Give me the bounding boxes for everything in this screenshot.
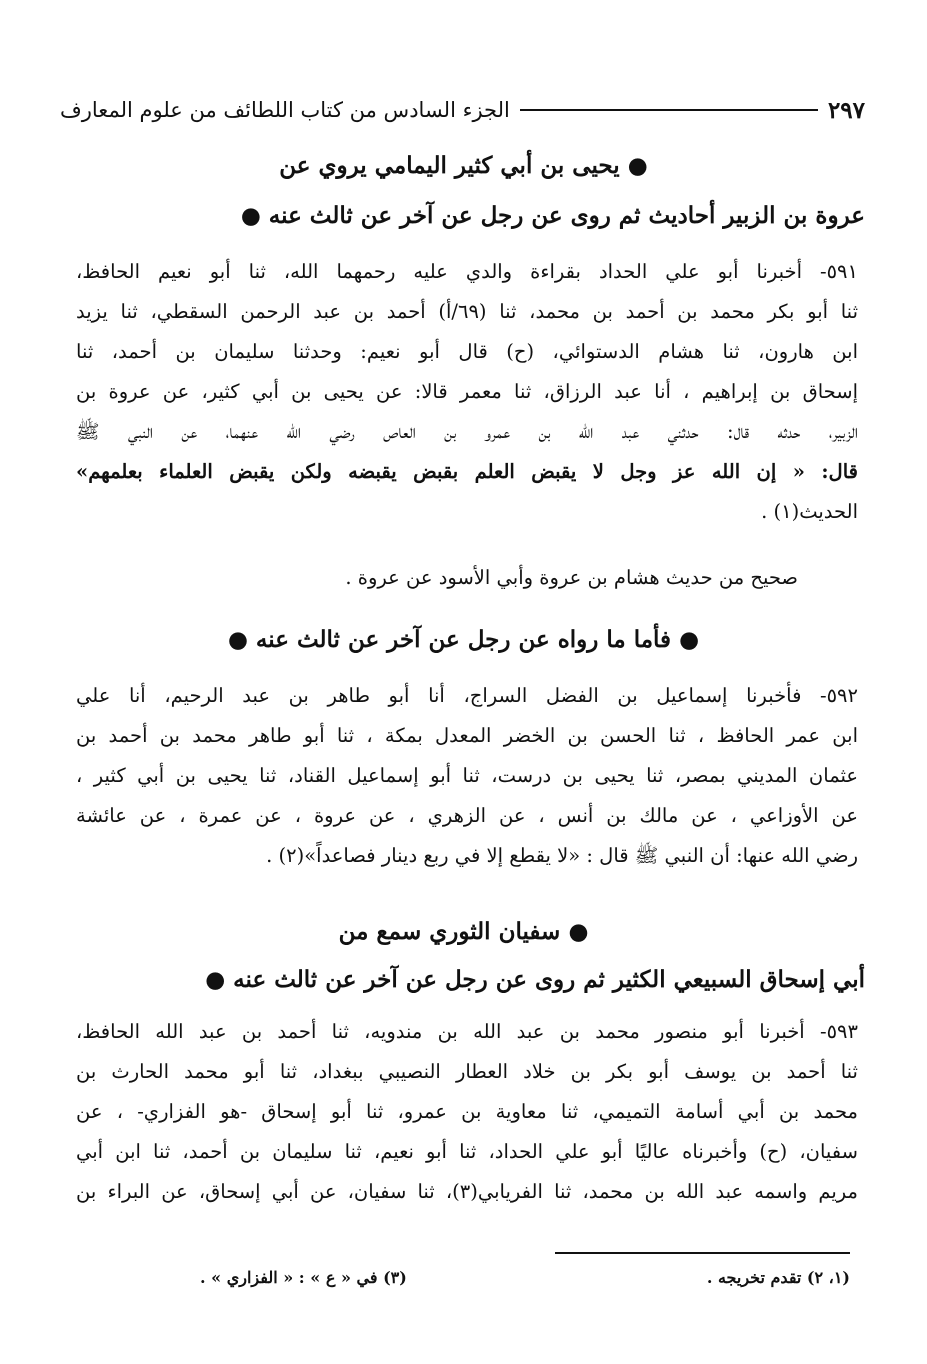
authenticity-note: صحيح من حديث هشام بن عروة وأبي الأسود عن عروة . — [345, 566, 798, 589]
hadith-591-line: ابن هارون، ثنا هشام الدستوائي، (ح) قال أبو نعيم: وحدثنا سليمان بن أحمد، ثنا — [76, 340, 858, 363]
hadith-591 — [76, 252, 858, 532]
hadith-593-line: مريم واسمه عبد الله بن محمد، ثنا الفريابي(٣)، ثنا سفيان، عن أبي إسحاق، عن البراء بن — [76, 1180, 858, 1203]
hadith-592-line: ابن عمر الحافظ ، ثنا الحسن بن الخضر المعدل بمكة ، ثنا أبو طاهر محمد بن أحمد بن — [76, 724, 858, 747]
hadith-591-line: قال: « إن الله عز وجل لا يقبض العلم بقبض يقبضه ولكن يقبض العلماء بعلمهم» — [76, 460, 858, 483]
running-title: الجزء السادس من كتاب اللطائف من علوم المعارف — [60, 98, 510, 122]
page-header — [60, 92, 865, 128]
footnote-rule — [555, 1252, 850, 1254]
hadith-593 — [76, 1012, 858, 1212]
hadith-592 — [76, 676, 858, 876]
hadith-591-line: إسحاق بن إبراهيم ، أنا عبد الرزاق، ثنا معمر قالا: عن يحيى بن أبي كثير، عن عروة بن — [76, 380, 858, 403]
footnotes — [200, 1268, 850, 1298]
hadith-593-line: ٥٩٣- أخبرنا أبو منصور محمد بن عبد الله بن مندويه، ثنا أحمد بن عبد الله الحافظ، — [76, 1020, 858, 1043]
hadith-593-line: سفيان، (ح) وأخبرناه عاليًا أبو علي الحداد، ثنا أبو نعيم، ثنا سليمان بن أحمد، ثنا ابن أبي — [76, 1140, 858, 1163]
section-heading-2: ● فأما ما رواه عن رجل عن آخر عن ثالث عنه ● — [227, 626, 700, 653]
section-heading-1a: ● يحيى بن أبي كثير اليمامي يروي عن — [279, 152, 648, 179]
header-rule — [520, 109, 818, 111]
page-number: ٢٩٧ — [827, 96, 865, 124]
hadith-591-line: الزبير، حدثه قال: حدثني عبد الله بن عمرو بن العاص رضي الله عنهما، عن النبي ﷺ — [76, 420, 858, 443]
section-heading-1b: عروة بن الزبير أحاديث ثم روى عن رجل عن آخر عن ثالث عنه ● — [240, 202, 865, 229]
hadith-593-line: ثنا أحمد بن يوسف أبو بكر بن خلاد العطار النصيبي ببغداد، ثنا أبو محمد الحارث بن — [76, 1060, 858, 1083]
hadith-591-note — [76, 558, 858, 598]
section-heading-3a: ● سفيان الثوري سمع من — [338, 918, 589, 945]
hadith-592-line: ٥٩٢- فأخبرنا إسماعيل بن الفضل السراج، أنا أبو طاهر بن عبد الرحيم، أنا علي — [76, 684, 858, 707]
hadith-592-line: رضي الله عنها: أن النبي ﷺ قال : «لا يقطع إلا في ربع دينار فصاعداً»(٢) . — [266, 844, 858, 867]
section-heading-3b: أبي إسحاق السبيعي الكثير ثم روى عن رجل عن آخر عن ثالث عنه ● — [205, 966, 865, 993]
hadith-592-line: عن الأوزاعي ، عن مالك بن أنس ، عن الزهري ، عن عروة ، عن عمرة ، عن عائشة — [76, 804, 858, 827]
hadith-593-line: محمد بن أبي أسامة التميمي، ثنا معاوية بن عمرو، ثنا أبو إسحاق -هو الفزاري- ، عن — [76, 1100, 858, 1123]
hadith-591-line: الحديث(١) . — [761, 500, 858, 523]
footnote-1-2: (١، ٢) تقدم تخريجه . — [706, 1268, 850, 1287]
hadith-592-line: عثمان المديني بمصر، ثنا يحيى بن درست، ثنا أبو إسماعيل القناد، ثنا يحيى بن أبي كثير ، — [76, 764, 858, 787]
hadith-591-line: ٥٩١- أخبرنا أبو علي الحداد بقراءة والدي عليه رحمهما الله، ثنا أبو نعيم الحافظ، — [76, 260, 858, 283]
footnote-3: (٣) في « ع » : « الفزاري » . — [200, 1268, 407, 1287]
hadith-591-line: ثنا أبو بكر محمد بن أحمد بن محمد، ثنا (٦٩/أ) أحمد بن عبد الرحمن السقطي، ثنا يزيد — [76, 300, 858, 323]
